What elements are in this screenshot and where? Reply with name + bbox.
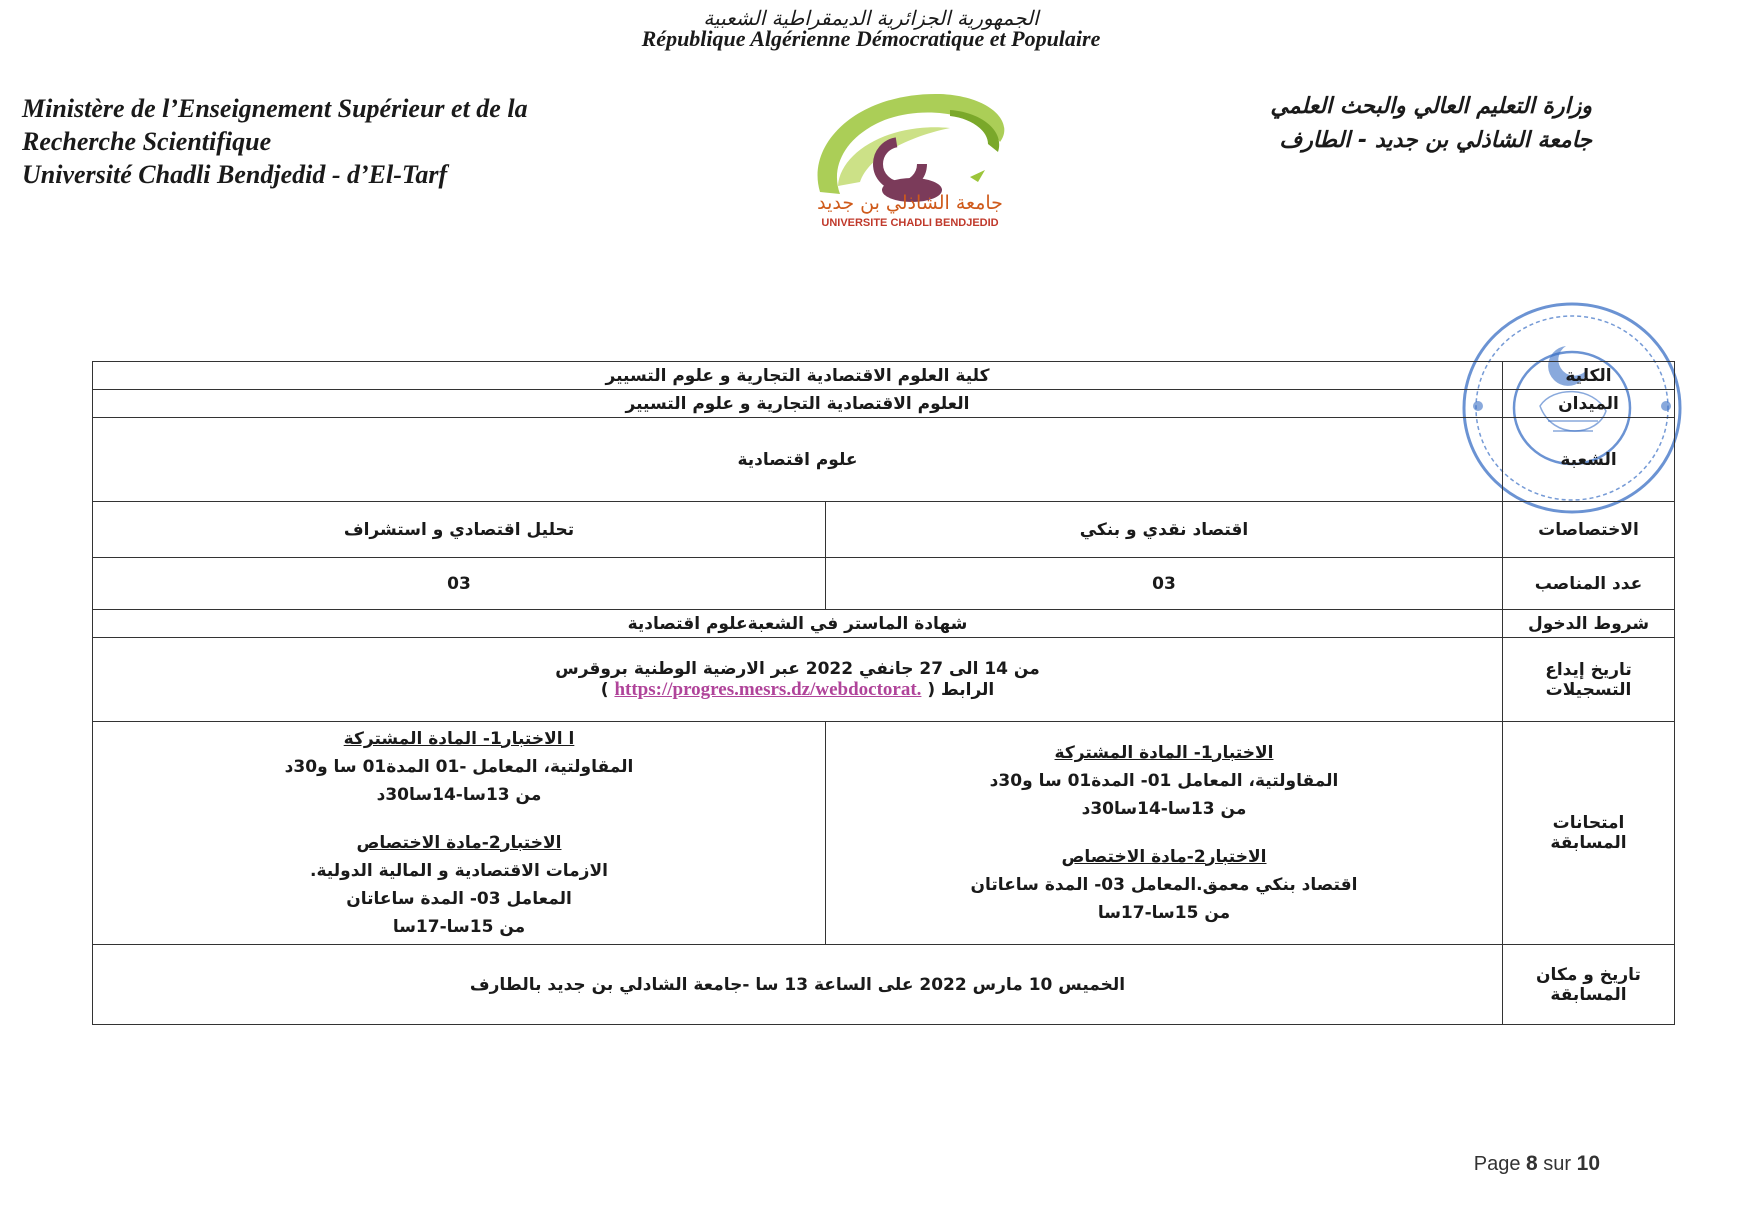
page-current: 8 xyxy=(1526,1152,1538,1175)
positions-label: عدد المناصب xyxy=(1503,558,1675,610)
exam-specialty-1 xyxy=(826,722,1503,945)
faculty-label: الكلية xyxy=(1503,362,1675,390)
date-place-label xyxy=(1503,945,1675,1025)
ministry-line-2: Recherche Scientifique xyxy=(22,127,272,156)
domain-value: العلوم الاقتصادية التجارية و علوم التسيير xyxy=(93,390,1503,418)
date-place-label-line-2: المسابقة xyxy=(1550,984,1627,1005)
exam-b-test1-line1: المقاولتية، المعامل -01 المدة01 سا و30د xyxy=(284,757,634,777)
progres-link[interactable]: https://progres.mesrs.dz/webdoctorat. xyxy=(614,678,922,700)
republic-title-fr: République Algérienne Démocratique et Populaire xyxy=(641,26,1101,51)
branch-value: علوم اقتصادية xyxy=(93,418,1503,502)
exam-a-test1-title: الاختبار1- المادة المشتركة xyxy=(1054,743,1274,763)
exam-b-test1-title: ا الاختبار1- المادة المشتركة xyxy=(343,729,575,749)
specialties-label: الاختصاصات xyxy=(1503,502,1675,558)
university-name-ar: جامعة الشاذلي بن جديد - الطارف xyxy=(1279,128,1592,153)
competition-table xyxy=(92,361,1675,1025)
specialty-1: اقتصاد نقدي و بنكي xyxy=(826,502,1503,558)
row-specialties xyxy=(93,502,1675,558)
exam-a-test2-line2: من 15سا-17سا xyxy=(1097,903,1231,923)
date-place-value: الخميس 10 مارس 2022 على الساعة 13 سا -جامعة الشادلي بن جديد بالطارف xyxy=(93,945,1503,1025)
registration-label-line-2: التسجيلات xyxy=(1545,679,1632,700)
registration-paren-open: ( xyxy=(927,679,936,700)
institution-block-ar xyxy=(1270,90,1592,158)
conditions-value: شهادة الماستر في الشعبةعلوم اقتصادية xyxy=(93,610,1503,638)
row-domain xyxy=(93,390,1675,418)
republic-title-ar: الجمهورية الجزائرية الديمقراطية الشعبية xyxy=(703,6,1039,30)
exam-a-test2-line1: اقتصاد بنكي معمق.المعامل 03- المدة ساعاتان xyxy=(970,875,1358,895)
page-number xyxy=(1474,1152,1600,1176)
exam-b-test2-line2: المعامل 03- المدة ساعاتان xyxy=(346,889,572,909)
positions-2: 03 xyxy=(93,558,826,610)
exam-a-test1-line1: المقاولتية، المعامل 01- المدة01 سا و30د xyxy=(989,771,1339,791)
exam-b-test1-line2: من 13سا-14سا30د xyxy=(376,785,542,805)
exam-b-test2-line3: من 15سا-17سا xyxy=(392,917,526,937)
domain-label: الميدان xyxy=(1503,390,1675,418)
exam-b-test2-title: الاختبار2-مادة الاختصاص xyxy=(356,833,562,853)
registration-label-line-1: تاريخ إيداع xyxy=(1545,659,1632,680)
page-total: 10 xyxy=(1576,1152,1600,1175)
faculty-value: كلية العلوم الاقتصادية التجارية و علوم التسيير xyxy=(93,362,1503,390)
logo-name-ar: جامعة الشاذلي بن جديد xyxy=(817,192,1003,214)
institution-block-fr xyxy=(22,92,528,191)
exam-a-test1-line2: من 13سا-14سا30د xyxy=(1081,799,1247,819)
logo-name-fr: UNIVERSITE CHADLI BENDJEDID xyxy=(821,217,999,229)
row-positions xyxy=(93,558,1675,610)
conditions-label: شروط الدخول xyxy=(1503,610,1675,638)
exams-label xyxy=(1503,722,1675,945)
registration-link-prefix: الرابط xyxy=(941,679,995,700)
of-word: sur xyxy=(1543,1153,1572,1175)
row-faculty xyxy=(93,362,1675,390)
registration-dates: من 14 الى 27 جانفي 2022 عبر الارضية الوطنية بروقرس xyxy=(555,658,1040,679)
row-date-place xyxy=(93,945,1675,1025)
ministry-name-ar: وزارة التعليم العالي والبحث العلمي xyxy=(1270,94,1592,119)
date-place-label-line-1: تاريخ و مكان xyxy=(1536,964,1641,985)
registration-label xyxy=(1503,638,1675,722)
positions-1: 03 xyxy=(826,558,1503,610)
registration-value xyxy=(93,638,1503,722)
row-conditions xyxy=(93,610,1675,638)
page-word: Page xyxy=(1473,1153,1521,1175)
exam-b-test2-line1: الازمات الاقتصادية و المالية الدولية. xyxy=(310,861,608,881)
exams-label-line-1: امتحانات xyxy=(1552,813,1625,833)
exam-specialty-2 xyxy=(93,722,826,945)
ministry-line-1: Ministère de l’Enseignement Supérieur et de la xyxy=(22,94,528,123)
row-exams xyxy=(93,722,1675,945)
exam-a-test2-title: الاختبار2-مادة الاختصاص xyxy=(1061,847,1267,867)
specialty-2: تحليل اقتصادي و استشراف xyxy=(93,502,826,558)
row-registration xyxy=(93,638,1675,722)
branch-label: الشعبة xyxy=(1503,418,1675,502)
exams-label-line-2: المسابقة xyxy=(1550,833,1627,853)
registration-link-line xyxy=(101,679,1494,701)
registration-paren-close: ) xyxy=(600,679,609,700)
row-branch xyxy=(93,418,1675,502)
university-name-fr: Université Chadli Bendjedid - d’El-Tarf xyxy=(22,160,448,189)
